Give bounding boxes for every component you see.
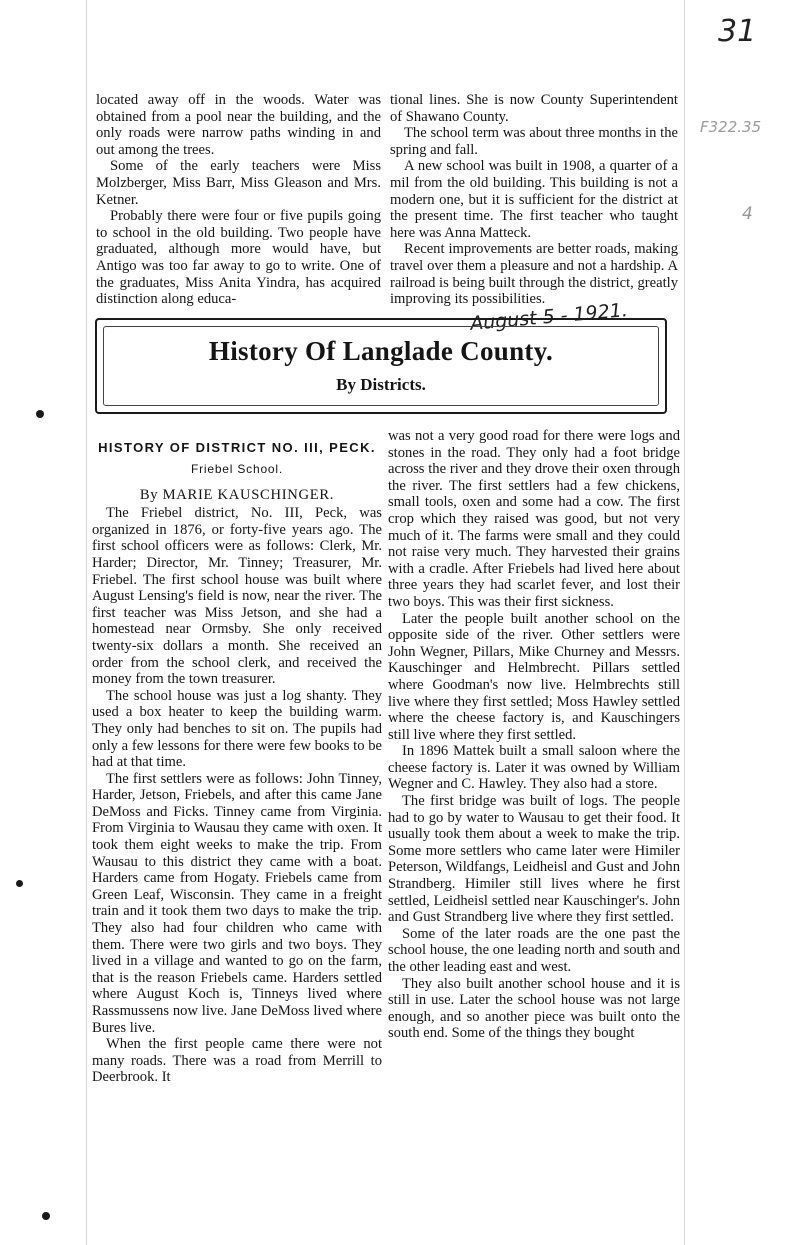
- paragraph: was not a very good road for there were logs and stones in the road. They only had a foot bridge across the river and they drove their oxen through the river. The first settlers had a few chickens, small tools, oxen and some had a cow. The first crop which they raised was good, but not very much of it. The farms were small and they could not raise very much. They harvested their grains with a cradle. After Friebels had lived here about three years they had scarlet fever, and lost their two boys. This was their first sickness.: [388, 428, 680, 610]
- headline-banner: [95, 318, 667, 414]
- page-number-annotation: 31: [718, 14, 757, 49]
- page-subtitle: By Districts.: [336, 375, 426, 394]
- margin-number-annotation: 4: [742, 204, 753, 224]
- paragraph: The school term was about three months in the spring and fall.: [390, 125, 678, 158]
- paragraph: Some of the later roads are the one past the school house, the one leading north and south and the other leading east and west.: [388, 925, 680, 975]
- article-left-column: [92, 440, 382, 1086]
- paragraph: tional lines. She is now County Superintendent of Shawano County.: [390, 92, 678, 125]
- paragraph: The Friebel district, No. III, Peck, was organized in 1876, or forty-five years ago. The first school officers were as follows: Clerk, Mr. Harder; Director, Mr. Tinney; Treasurer, Mr. Friebel. The first school house was built where August Lensing's field is now, near the river. The first teacher was Miss Jetson, and she had a homestead near Ormsby. She only received twenty-six dollars a month. She received an order from the school clerk, and received the money from the town treasurer.: [92, 505, 382, 688]
- paragraph: When the first people came there were not many roads. There was a road from Merrill to Deerbrook. It: [92, 1036, 382, 1086]
- punch-hole-mark-2: [16, 880, 23, 887]
- paragraph: The school house was just a log shanty. They used a box heater to keep the building warm. They only had benches to sit on. The pupils had only a few lessons for there were few books to be had at that time.: [92, 687, 382, 771]
- margin-call-number-annotation: F322.35: [700, 118, 762, 136]
- punch-hole-mark-3: [42, 1212, 50, 1220]
- date-annotation: August 5 - 1921.: [469, 299, 629, 335]
- clipping-left-edge: [86, 0, 87, 1245]
- paragraph: Probably there were four or five pupils going to school in the old building. Two people have graduated, although more would have, but Antigo was too far away to go to write. One of the graduates, Miss Anita Yindra, has acquired distinction along educa-: [96, 208, 381, 308]
- paragraph: Some of the early teachers were Miss Molzberger, Miss Barr, Miss Gleason and Mrs. Ketner.: [96, 158, 381, 208]
- top-right-column: [390, 92, 678, 308]
- paragraph: Recent improvements are better roads, making travel over them a pleasure and not a hardship. A railroad is being built through the district, greatly improving its possibilities.: [390, 241, 678, 308]
- article-school-name: Friebel School.: [190, 462, 284, 476]
- paragraph: They also built another school house and it is still in use. Later the school house was not large enough, and so another piece was built onto the south end. Some of the things they bought: [388, 975, 680, 1042]
- paragraph: Later the people built another school on the opposite side of the river. Other settlers were John Wegner, Pillars, Mike Churney and Messrs. Kauschinger and Helmbrecht. Pillars settled where Goodman's now live. Helmbrechts still live where they first settled; Moss Hawley settled where the cheese factory is, and Kauschingers still live where they first settled.: [388, 610, 680, 743]
- clipping-right-edge: [684, 0, 685, 1245]
- page-title: History Of Langlade County.: [208, 336, 554, 366]
- paragraph: The first settlers were as follows: John Tinney, Harder, Jetson, Friebels, and after this came Jane DeMoss and Ficks. Tinney came from Virginia. From Virginia to Wausau they came with oxen. It took them eight weeks to make the trip. From Wausau to this district they came with a boat. Harders came from Hogaty. Friebels came from Green Leaf, Wisconsin. They came in a freight train and it took them two days to make the trip. They also had four children who came with them. There were two girls and two boys. They lived in a village and wanted to go on the farm, that is the reason Friebels came. Harders settled where August Koch is, Tinneys lived where Rassmussens now live. Jane DeMoss lived where Bures live.: [92, 770, 382, 1036]
- paragraph: located away off in the woods. Water was obtained from a pool near the building, and the only roads were narrow paths winding in and out among the trees.: [96, 92, 381, 158]
- paragraph: In 1896 Mattek built a small saloon where the cheese factory is. Later it was owned by William Wegner and C. Hawley. They also had a store.: [388, 743, 680, 793]
- article-right-column: [388, 428, 680, 1042]
- article-heading: HISTORY OF DISTRICT NO. III, PECK.: [98, 440, 376, 455]
- paragraph: A new school was built in 1908, a quarter of a mil from the old building. This building is not a modern one, but it is sufficient for the district at the present time. The first teacher who taught here was Anna Matteck.: [390, 158, 678, 241]
- top-left-column: [96, 92, 381, 308]
- article-byline: By MARIE KAUSCHINGER.: [139, 486, 335, 503]
- paragraph: The first bridge was built of logs. The people had to go by water to Wausau to get their food. It usually took them about a week to make the trip. Some more settlers who came later were Himiler Peterson, Wildfangs, Leidheisl and Gust and John Strandberg. Himiler still lives where he first settled, Leidheisl settled near Kauschinger's. John and Gust Strandberg live where they first settled.: [388, 793, 680, 926]
- punch-hole-mark-1: [36, 410, 44, 418]
